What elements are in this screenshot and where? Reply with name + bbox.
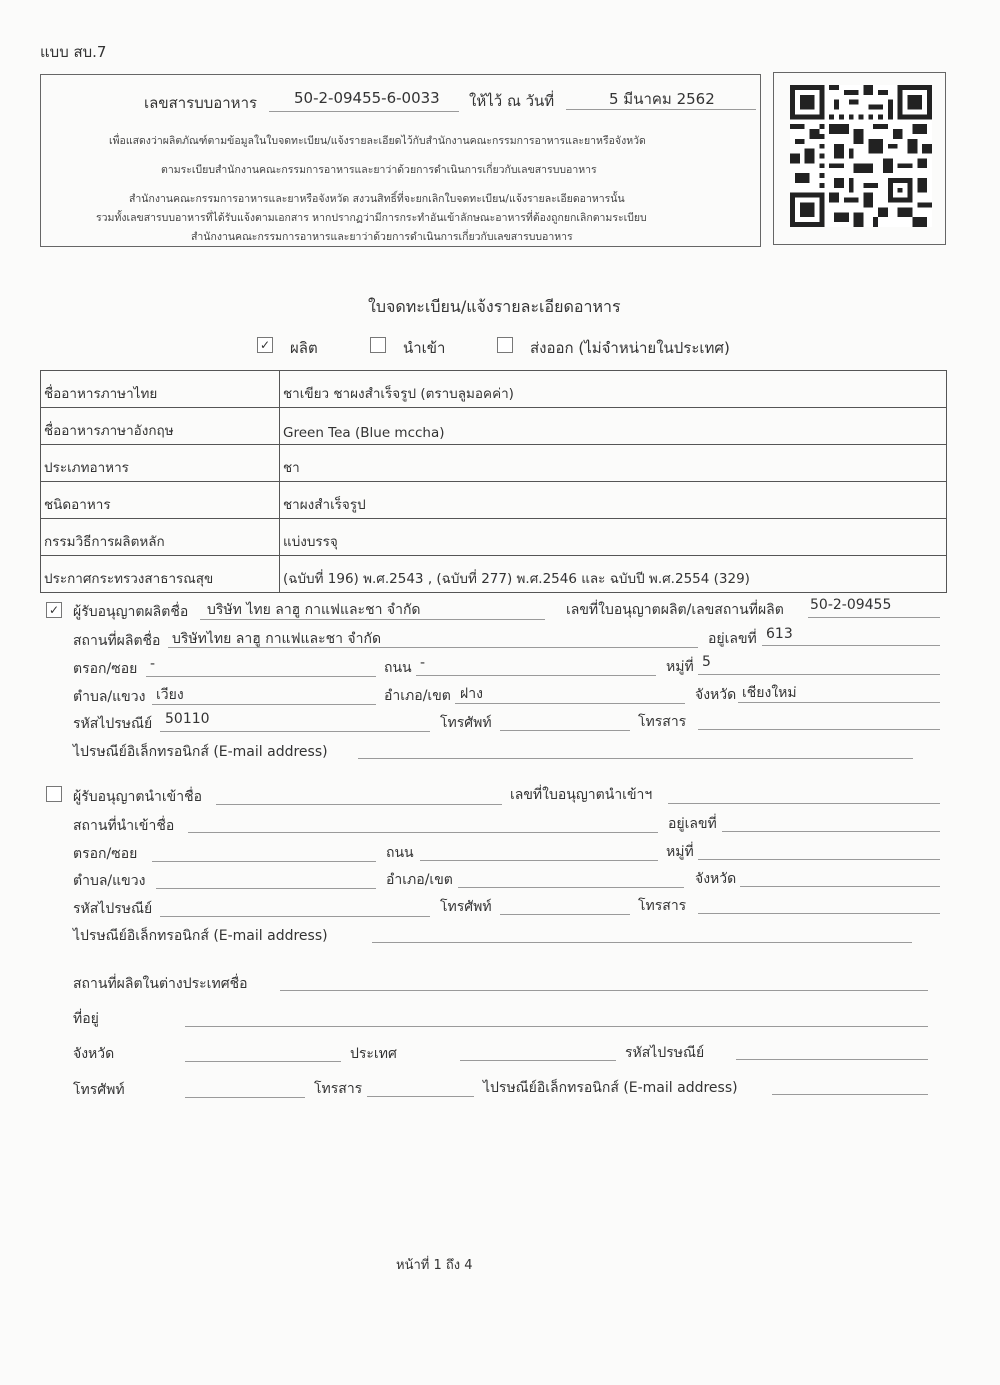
importer-soi-label: ตรอก/ซอย bbox=[73, 846, 138, 862]
importer-fax-label: โทรสาร bbox=[638, 898, 687, 914]
phone-label: โทรศัพท์ bbox=[440, 715, 492, 731]
table-row bbox=[41, 371, 947, 408]
importer-house-no-label: อยู่เลขที่ bbox=[668, 816, 717, 832]
cert-label: เลขสารบบอาหาร bbox=[144, 94, 258, 112]
road-value[interactable]: - bbox=[420, 655, 426, 671]
importer-subdistrict-label: ตำบล/แขวง bbox=[73, 873, 146, 889]
producer-licensee[interactable]: บริษัท ไทย ลาฮู กาแฟและชา จำกัด bbox=[207, 602, 421, 618]
province-value[interactable]: เชียงใหม่ bbox=[742, 685, 797, 701]
postcode-value[interactable]: 50110 bbox=[165, 711, 210, 727]
importer-place-label: สถานที่นำเข้าชื่อ bbox=[73, 818, 175, 834]
row-value: ชาผงสำเร็จรูป bbox=[280, 482, 947, 519]
importer-district-label: อำเภอ/เขต bbox=[386, 872, 453, 888]
header-line-3: สำนักงานคณะกรรมการอาหารและยาหรือจังหวัด สงวนสิทธิ์ที่จะยกเลิกใบจดทะเบียน/แจ้งรายละเอียดอาหารนั้น bbox=[129, 193, 625, 205]
moo-label: หมู่ที่ bbox=[666, 659, 694, 675]
row-label: ชนิดอาหาร bbox=[41, 482, 280, 519]
postcode-label: รหัสไปรษณีย์ bbox=[73, 716, 153, 732]
row-label: ประกาศกระทรวงสาธารณสุข bbox=[41, 556, 280, 593]
row-label: ประเภทอาหาร bbox=[41, 445, 280, 482]
foreign-province-label: จังหวัด bbox=[73, 1046, 115, 1062]
header-line-2: ตามระเบียบสำนักงานคณะกรรมการอาหารและยาว่าด้วยการดำเนินการเกี่ยวกับเลขสารบบอาหาร bbox=[161, 164, 597, 176]
table-row bbox=[41, 482, 947, 519]
subdistrict-label: ตำบล/แขวง bbox=[73, 689, 146, 705]
row-value: แบ่งบรรจุ bbox=[280, 519, 947, 556]
import-checkbox[interactable] bbox=[370, 337, 386, 353]
form-code: แบบ สบ.7 bbox=[40, 43, 107, 61]
produce-checkbox[interactable]: ✓ bbox=[257, 337, 273, 353]
export-label: ส่งออก (ไม่จำหน่ายในประเทศ) bbox=[530, 339, 730, 357]
place-label: สถานที่ผลิตชื่อ bbox=[73, 633, 161, 649]
header-line-4: รวมทั้งเลขสารบบอาหารที่ได้รับแจ้งตามเอกสาร หากปรากฏว่ามีการกระทำอันเข้าลักษณะอาหารที่ต้องถูกยกเลิกตามระเบียบ bbox=[96, 212, 647, 224]
food-details-table bbox=[40, 370, 947, 593]
page-number: หน้าที่ 1 ถึง 4 bbox=[396, 1258, 473, 1273]
row-label: ชื่ออาหารภาษาอังกฤษ bbox=[41, 408, 280, 445]
foreign-phone-label: โทรศัพท์ bbox=[73, 1082, 125, 1098]
header-line-1: เพื่อแสดงว่าผลิตภัณฑ์ตามข้อมูลในใบจดทะเบียน/แจ้งรายละเอียดไว้กับสำนักงานคณะกรรมการอาหารและยาหรือจังหวัด bbox=[109, 135, 646, 147]
moo-value[interactable]: 5 bbox=[702, 654, 711, 670]
fax-label: โทรสาร bbox=[638, 714, 687, 730]
district-label: อำเภอ/เขต bbox=[384, 688, 451, 704]
header-box bbox=[40, 74, 761, 247]
importer-checkbox[interactable] bbox=[46, 786, 62, 802]
issued-date: 5 มีนาคม 2562 bbox=[609, 90, 715, 108]
road-label: ถนน bbox=[384, 660, 412, 676]
row-value: ชาเขียว ชาผงสำเร็จรูป (ตราบลูมอคค่า) bbox=[280, 371, 947, 408]
house-no-value[interactable]: 613 bbox=[766, 626, 793, 642]
district-value[interactable]: ฝาง bbox=[460, 686, 483, 702]
producer-checkbox[interactable]: ✓ bbox=[46, 602, 62, 618]
house-no-label: อยู่เลขที่ bbox=[708, 631, 757, 647]
license-no-label: เลขที่ใบอนุญาตผลิต/เลขสถานที่ผลิต bbox=[566, 602, 784, 618]
row-value: ชา bbox=[280, 445, 947, 482]
table-row bbox=[41, 445, 947, 482]
foreign-place-label: สถานที่ผลิตในต่างประเทศชื่อ bbox=[73, 976, 248, 992]
foreign-country-label: ประเทศ bbox=[350, 1046, 397, 1062]
importer-road-label: ถนน bbox=[386, 845, 414, 861]
subdistrict-value[interactable]: เวียง bbox=[156, 687, 184, 703]
importer-moo-label: หมู่ที่ bbox=[666, 844, 694, 860]
row-value: Green Tea (Blue mccha) bbox=[280, 408, 947, 445]
importer-license-no-label: เลขที่ใบอนุญาตนำเข้าฯ bbox=[510, 787, 653, 803]
export-checkbox[interactable] bbox=[497, 337, 513, 353]
importer-province-label: จังหวัด bbox=[695, 871, 737, 887]
import-label: นำเข้า bbox=[403, 339, 446, 357]
soi-value[interactable]: - bbox=[150, 656, 156, 672]
foreign-email-label: ไปรษณีย์อิเล็กทรอนิกส์ (E-mail address) bbox=[483, 1080, 738, 1096]
place-value[interactable]: บริษัทไทย ลาฮู กาแฟและชา จำกัด bbox=[172, 631, 382, 647]
issued-label: ให้ไว้ ณ วันที่ bbox=[469, 92, 555, 110]
email-label: ไปรษณีย์อิเล็กทรอนิกส์ (E-mail address) bbox=[73, 744, 328, 760]
soi-label: ตรอก/ซอย bbox=[73, 661, 138, 677]
foreign-address-label: ที่อยู่ bbox=[73, 1011, 99, 1027]
row-value: (ฉบับที่ 196) พ.ศ.2543 , (ฉบับที่ 277) พ.ศ.2546 และ ฉบับปี พ.ศ.2554 (329) bbox=[280, 556, 947, 593]
header-line-5: สำนักงานคณะกรรมการอาหารและยาว่าด้วยการดำเนินการเกี่ยวกับเลขสารบบอาหาร bbox=[191, 231, 573, 243]
row-label: ชื่ออาหารภาษาไทย bbox=[41, 371, 280, 408]
province-label: จังหวัด bbox=[695, 687, 737, 703]
table-row bbox=[41, 556, 947, 593]
table-row bbox=[41, 408, 947, 445]
row-label: กรรมวิธีการผลิตหลัก bbox=[41, 519, 280, 556]
doc-title: ใบจดทะเบียน/แจ้งรายละเอียดอาหาร bbox=[368, 297, 621, 316]
foreign-postcode-label: รหัสไปรษณีย์ bbox=[625, 1045, 705, 1061]
foreign-fax-label: โทรสาร bbox=[314, 1081, 363, 1097]
license-no[interactable]: 50-2-09455 bbox=[810, 597, 892, 613]
importer-licensee-label: ผู้รับอนุญาตนำเข้าชื่อ bbox=[73, 789, 203, 805]
qr-code-icon bbox=[790, 85, 932, 227]
table-row bbox=[41, 519, 947, 556]
importer-phone-label: โทรศัพท์ bbox=[440, 899, 492, 915]
produce-label: ผลิต bbox=[290, 339, 318, 357]
producer-licensee-label: ผู้รับอนุญาตผลิตชื่อ bbox=[73, 604, 189, 620]
importer-postcode-label: รหัสไปรษณีย์ bbox=[73, 901, 153, 917]
importer-email-label: ไปรษณีย์อิเล็กทรอนิกส์ (E-mail address) bbox=[73, 928, 328, 944]
cert-number: 50-2-09455-6-0033 bbox=[294, 89, 440, 107]
